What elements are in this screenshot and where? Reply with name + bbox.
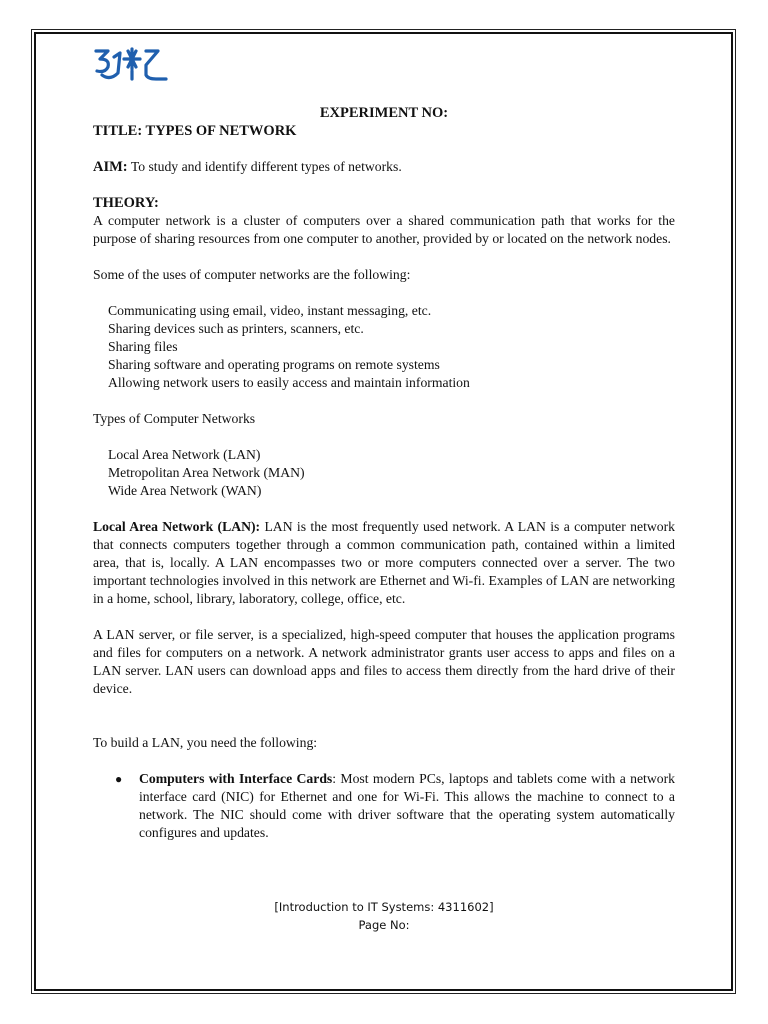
uses-list	[93, 302, 675, 392]
bullet-icon: ●	[115, 772, 123, 786]
list-item: Communicating using email, video, instant messaging, etc.	[108, 303, 432, 318]
document-body	[93, 104, 675, 842]
list-item: Sharing software and operating programs on remote systems	[108, 357, 440, 372]
lan-server-paragraph: A LAN server, or file server, is a specialized, high-speed computer that houses the application programs and files for computers on a network. A network administrator grants user access to apps and files on a LAN server. LAN users can download apps and files to access them directly from the hard drive of their device.	[93, 627, 675, 696]
institute-logo-icon	[92, 45, 172, 85]
lan-paragraph	[93, 518, 675, 608]
aim-paragraph	[93, 158, 675, 176]
list-item: Allowing network users to easily access and maintain information	[108, 375, 470, 390]
list-item: Wide Area Network (WAN)	[108, 483, 262, 498]
build-item-label: Computers with Interface Cards	[139, 771, 333, 786]
footer-page-number: Page No:	[358, 918, 410, 932]
list-item: Local Area Network (LAN)	[108, 447, 261, 462]
build-intro: To build a LAN, you need the following:	[93, 735, 318, 750]
list-item: Metropolitan Area Network (MAN)	[108, 465, 305, 480]
aim-text: To study and identify different types of networks.	[127, 159, 402, 174]
page-title: TITLE: TYPES OF NETWORK	[93, 123, 297, 139]
uses-intro: Some of the uses of computer networks are the following:	[93, 267, 411, 282]
theory-intro: A computer network is a cluster of computers over a shared communication path that works for the purpose of sharing resources from one computer to another, provided by or located on the network nodes.	[93, 213, 675, 246]
experiment-number: EXPERIMENT NO:	[319, 105, 449, 121]
footer-course: [Introduction to IT Systems: 4311602]	[274, 900, 494, 914]
list-item: Sharing files	[108, 339, 178, 354]
theory-heading: THEORY:	[93, 195, 159, 211]
types-list	[93, 446, 675, 500]
lan-text: LAN is the most frequently used network. A LAN is a computer network that connects computers together through a common communication path, contained within a limited area, that is, locally. A LAN encompasses two or more computers connected over a server. The two important technologies involved in this network are Ethernet and Wi-fi. Examples of LAN are networking in a home, school, library, laboratory, college, office, etc.	[93, 519, 676, 606]
build-list	[93, 770, 675, 842]
page-footer	[0, 898, 768, 934]
list-item	[93, 770, 675, 842]
build-item-text: : Most modern PCs, laptops and tablets come with a network interface card (NIC) for Ethernet and one for Wi-Fi. This allows the machine to connect to a network. The NIC should come with driver software that the operating system automatically configures and updates.	[139, 771, 675, 840]
list-item: Sharing devices such as printers, scanners, etc.	[108, 321, 364, 336]
types-intro: Types of Computer Networks	[93, 411, 256, 426]
aim-label: AIM:	[93, 159, 128, 175]
lan-label: Local Area Network (LAN):	[93, 519, 261, 534]
